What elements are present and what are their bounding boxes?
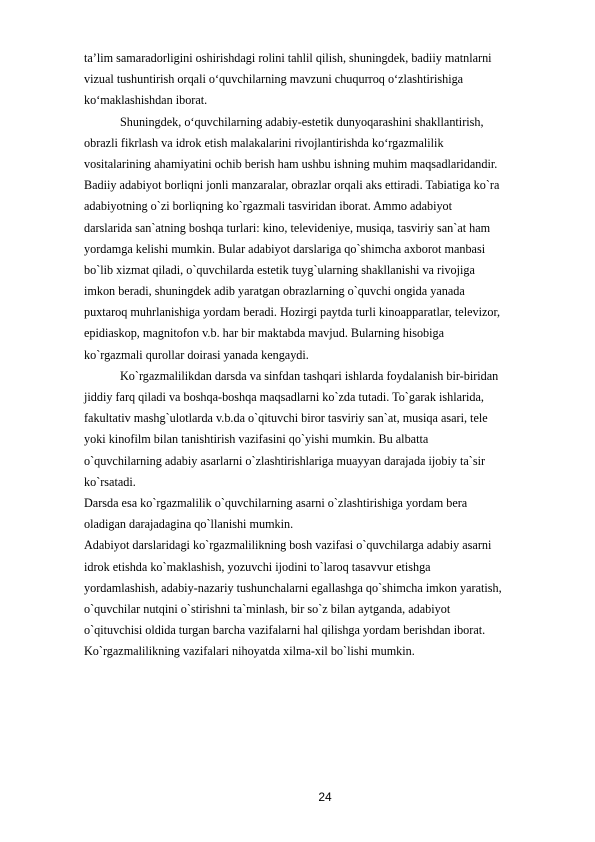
document-body: [84, 48, 574, 662]
text-line: bo`lib xizmat qiladi, o`quvchilarda estetik tuyg`ularning shakllanishi va rivojiga: [84, 262, 475, 277]
text-line: obrazli fikrlash va idrok etish malakalarini rivojlantirishda ko‘rgazmalilik: [84, 135, 444, 150]
page-number: 24: [318, 790, 332, 804]
paragraph-first-line: Ko`rgazmalilikdan darsda va sinfdan tashqari ishlarda foydalanish bir-biridan: [120, 368, 499, 383]
text-line: jiddiy farq qiladi va boshqa-boshqa maqsadlarni ko`zda tutadi. To`garak ishlarida,: [84, 390, 484, 404]
text-line: fakultativ mashg`ulotlarda v.b.da o`qituvchi biror tasviriy san`at, musiqa asari, tele: [84, 411, 488, 426]
text-line: vizual tushuntirish orqali o‘quvchilarning mavzuni chuqurroq o‘zlashtirishiga: [84, 72, 464, 87]
text-line: ko‘maklashishdan iborat.: [84, 93, 208, 108]
text-line: epidiaskop, magnitofon v.b. har bir maktabda mavjud. Bularning hisobiga: [84, 326, 445, 341]
text-line: vositalarining ahamiyatini ochib berish ham ushbu ishning muhim maqsadlaridandir.: [84, 156, 498, 171]
paragraph-first-line: Shuningdek, o‘quvchilarning adabiy-estetik dunyoqarashini shakllantirish,: [120, 114, 484, 129]
text-line: o`quvchilar nutqini o`stirishni ta`minlash, bir so`z bilan aytganda, adabiyot: [84, 601, 451, 616]
text-line: o`quvchilarning adabiy asarlarni o`zlashtirishlariga muayyan darajada ijobiy ta`sir: [84, 453, 486, 468]
text-line: o`qituvchisi oldida turgan barcha vazifalarni hal qilishga yordam berishdan iborat.: [84, 623, 486, 638]
text-line: oladigan darajadagina qo`llanishi mumkin.: [84, 517, 294, 532]
text-line: idrok etishda ko`maklashish, yozuvchi ijodini to`laroq tasavvur etishga: [84, 559, 431, 574]
text-line: puxtaroq muhrlanishiga yordam beradi. Hozirgi paytda turli kinoapparatlar, televizor,: [84, 305, 501, 320]
text-line: yoki kinofilm bilan tanishtirish vazifasini qo`yishi mumkin. Bu albatta: [84, 432, 429, 447]
text-line: ko`rgazmali qurollar doirasi yanada kengaydi.: [84, 347, 309, 362]
text-line: ta’lim samaradorligini oshirishdagi rolini tahlil qilish, shuningdek, badiiy matnlarni: [84, 51, 492, 65]
text-line: darslarida san`atning boshqa turlari: kino, televideniye, musiqa, tasviriy san`at ham: [84, 220, 491, 235]
text-line: Badiiy adabiyot borliqni jonli manzaralar, obrazlar orqali aks ettiradi. Tabiatiga ko`ra: [84, 178, 500, 193]
text-line: yordamga kelishi mumkin. Bular adabiyot darslariga qo`shimcha axborot manbasi: [84, 241, 486, 256]
text-line: adabiyotning o`zi borliqning ko`rgazmali tasviridan iborat. Ammo adabiyot: [84, 199, 453, 214]
text-line: yordamlashish, adabiy-nazariy tushunchalarni egallashga qo`shimcha imkon yaratish,: [84, 580, 502, 595]
text-line: Ko`rgazmalilikning vazifalari nihoyatda xilma-xil bo`lishi mumkin.: [84, 644, 415, 659]
text-line: ko`rsatadi.: [84, 474, 136, 489]
paragraph-first-line: Darsda esa ko`rgazmalilik o`quvchilarning asarni o`zlashtirishiga yordam bera: [84, 495, 468, 510]
text-line: imkon beradi, shuningdek adib yaratgan obrazlarning o`quvchi ongida yanada: [84, 284, 465, 299]
paragraph-first-line: Adabiyot darslaridagi ko`rgazmalilikning bosh vazifasi o`quvchilarga adabiy asarni: [84, 538, 492, 553]
